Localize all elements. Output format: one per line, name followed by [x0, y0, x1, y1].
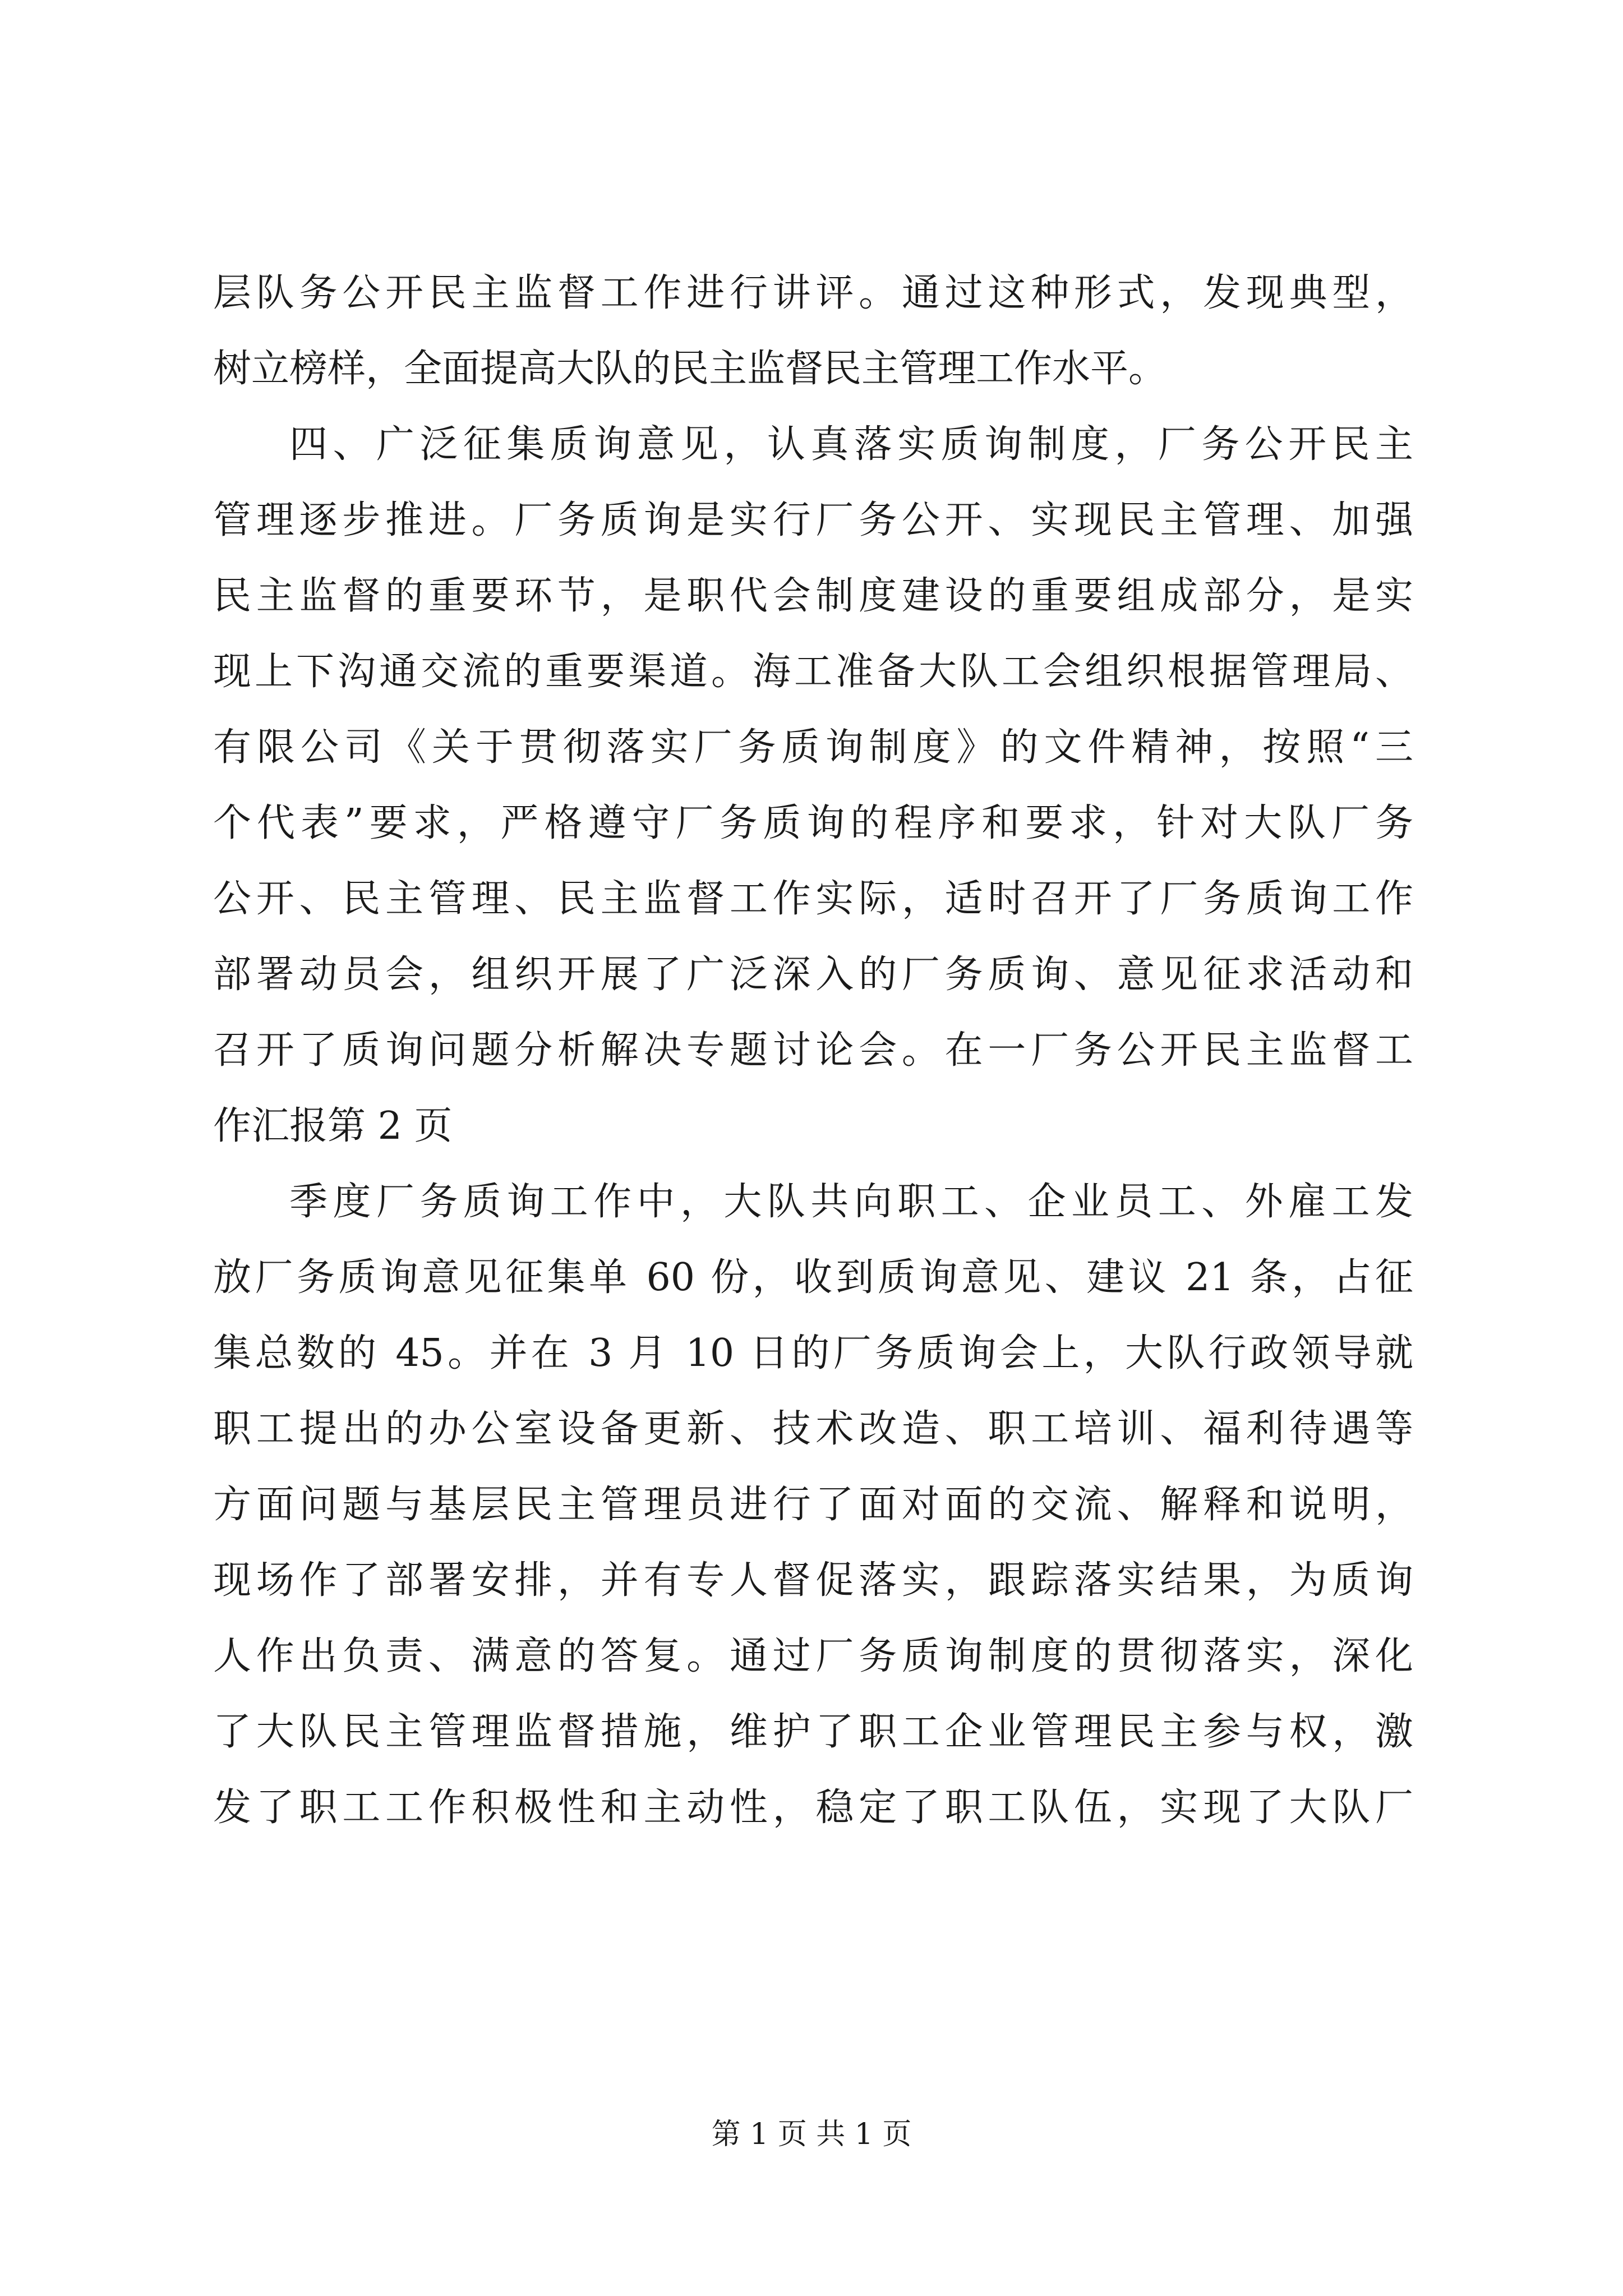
text-line: 公开、民主管理、民主监督工作实际，适时召开了厂务质询工作 — [213, 877, 1413, 921]
text-line: 个代表”要求，严格遵守厂务质询的程序和要求，针对大队厂务 — [213, 801, 1413, 845]
text-line: 四、广泛征集质询意见，认真落实质询制度，厂务公开民主 — [289, 422, 1413, 467]
paragraph — [213, 255, 1413, 407]
paragraph — [213, 1164, 1413, 1846]
text-line: 作汇报第 2 页 — [213, 1104, 453, 1148]
paragraph — [213, 407, 1413, 1164]
text-line: 发了职工工作积极性和主动性，稳定了职工队伍，实现了大队厂 — [213, 1786, 1413, 1830]
text-line: 现场作了部署安排，并有专人督促落实，跟踪落实结果，为质询 — [213, 1558, 1413, 1603]
text-line: 管理逐步推进。厂务质询是实行厂务公开、实现民主管理、加强 — [213, 498, 1413, 542]
text-line: 方面问题与基层民主管理员进行了面对面的交流、解释和说明， — [213, 1483, 1413, 1527]
text-line: 有限公司《关于贯彻落实厂务质询制度》的文件精神，按照“三 — [213, 725, 1413, 770]
text-line: 放厂务质询意见征集单 60 份，收到质询意见、建议 21 条，占征 — [213, 1255, 1413, 1300]
page-footer — [0, 2115, 1623, 2154]
page-number: 第 1 页 共 1 页 — [711, 2118, 912, 2151]
text-line: 集总数的 45。并在 3 月 10 日的厂务质询会上，大队行政领导就 — [213, 1331, 1413, 1375]
text-line: 层队务公开民主监督工作进行讲评。通过这种形式，发现典型， — [213, 271, 1413, 315]
document-body — [213, 255, 1413, 1846]
text-line: 树立榜样，全面提高大队的民主监督民主管理工作水平。 — [213, 347, 1167, 391]
text-line: 部署动员会，组织开展了广泛深入的厂务质询、意见征求活动和 — [213, 953, 1413, 997]
text-line: 民主监督的重要环节，是职代会制度建设的重要组成部分，是实 — [213, 574, 1413, 618]
text-line: 季度厂务质询工作中，大队共向职工、企业员工、外雇工发 — [289, 1180, 1413, 1224]
text-line: 了大队民主管理监督措施，维护了职工企业管理民主参与权，激 — [213, 1710, 1413, 1754]
text-line: 现上下沟通交流的重要渠道。海工准备大队工会组织根据管理局、 — [213, 650, 1413, 694]
text-line: 召开了质询问题分析解决专题讨论会。在一厂务公开民主监督工 — [213, 1028, 1413, 1073]
text-line: 职工提出的办公室设备更新、技术改造、职工培训、福利待遇等 — [213, 1407, 1413, 1451]
text-line: 人作出负责、满意的答复。通过厂务质询制度的贯彻落实，深化 — [213, 1634, 1413, 1678]
